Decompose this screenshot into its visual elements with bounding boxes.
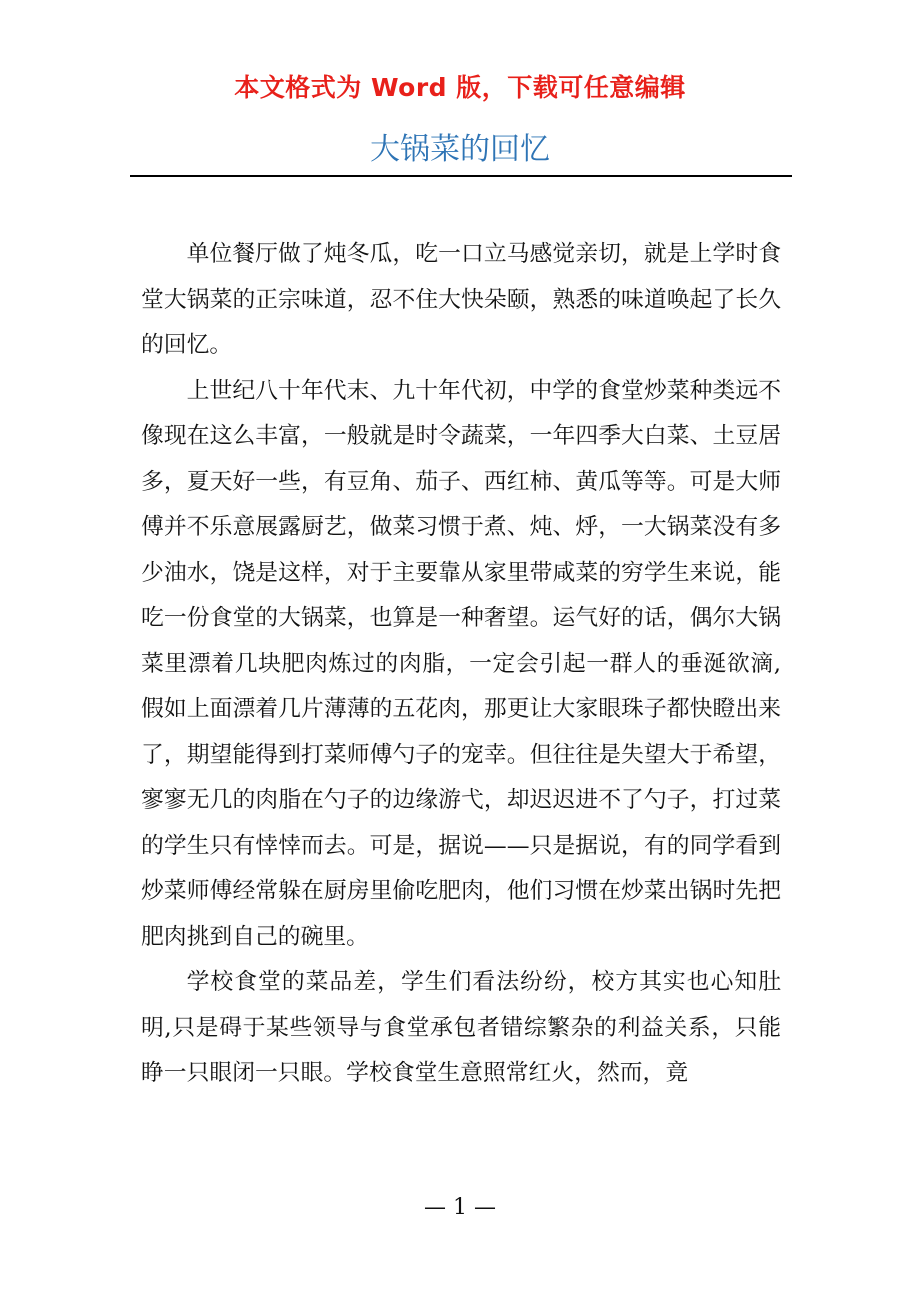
paragraph: 单位餐厅做了炖冬瓜，吃一口立马感觉亲切，就是上学时食堂大锅菜的正宗味道，忍不住大快朵颐，熟悉的味道唤起了长久的回忆。 [141,241,781,358]
paragraph: 学校食堂的菜品差，学生们看法纷纷，校方其实也心知肚明,只是碍于某些领导与食堂承包者错综繁杂的利益关系，只能睁一只眼闭一只眼。学校食堂生意照常红火，然而，竟 [141,969,781,1086]
document-body [141,232,781,1097]
title-divider [130,175,792,177]
page-number: — 1 — [424,1195,496,1220]
paragraph: 上世纪八十年代末、九十年代初，中学的食堂炒菜种类远不像现在这么丰富，一般就是时令蔬菜，一年四季大白菜、土豆居多，夏天好一些，有豆角、茄子、西红柿、黄瓜等等。可是大师傅并不乐意展露厨艺，做菜习惯于煮、炖、烀，一大锅菜没有多少油水，饶是这样，对于主要靠从家里带咸菜的穷学生来说，能吃一份食堂的大锅菜，也算是一种奢望。运气好的话，偶尔大锅菜里漂着几块肥肉炼过的肉脂，一定会引起一群人的垂涎欲滴,假如上面漂着几片薄薄的五花肉，那更让大家眼珠子都快瞪出来了，期望能得到打菜师傅勺子的宠幸。但往往是失望大于希望，寥寥无几的肉脂在勺子的边缘游弋，却迟迟进不了勺子，打过菜的学生只有悻悻而去。可是，据说——只是据说，有的同学看到炒菜师傅经常躲在厨房里偷吃肥肉，他们习惯在炒菜出锅时先把肥肉挑到自己的碗里。 [141,377,781,950]
document-title: 大锅菜的回忆 [370,132,550,167]
format-notice-banner: 本文格式为 Word 版，下载可任意编辑 [234,73,686,102]
